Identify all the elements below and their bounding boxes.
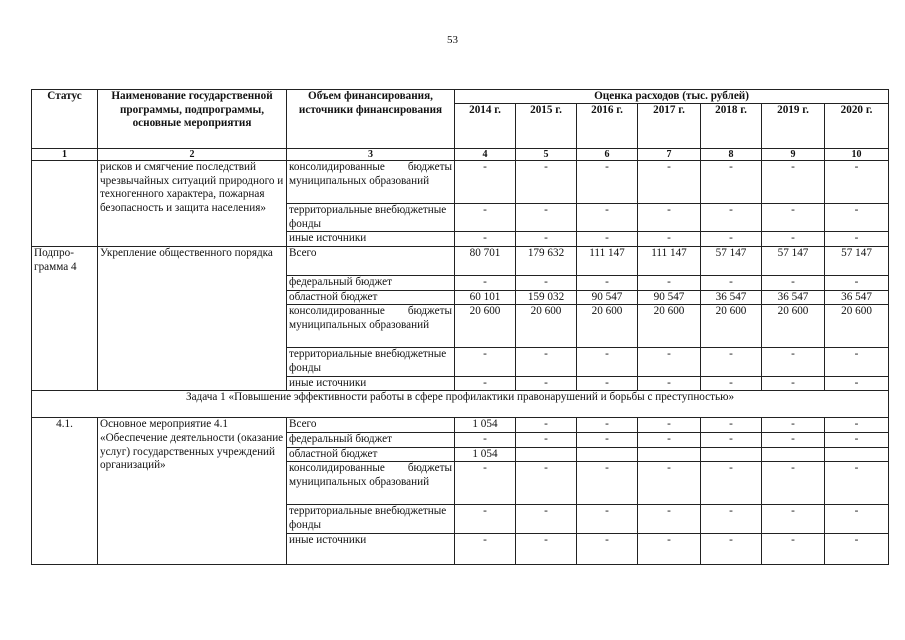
value-cell: - [825, 533, 889, 564]
page-number: 53 [447, 34, 458, 46]
value-cell: - [701, 418, 762, 433]
header-year: 2018 г. [701, 104, 762, 149]
value-cell: - [762, 275, 825, 290]
header-volume: Объем финансирования, источники финансирования [287, 90, 455, 149]
value-cell: 36 547 [701, 290, 762, 305]
value-cell: - [577, 418, 638, 433]
value-cell: - [701, 232, 762, 247]
source-cell: иные источники [287, 232, 455, 247]
value-cell: 20 600 [825, 305, 889, 348]
value-cell: 20 600 [638, 305, 701, 348]
source-cell: областной бюджет [287, 447, 455, 462]
source-cell: территориальные внебюджетные фонды [287, 505, 455, 533]
value-cell: - [638, 275, 701, 290]
value-cell: 1 054 [455, 447, 516, 462]
value-cell: - [455, 275, 516, 290]
value-cell: - [701, 161, 762, 204]
value-cell: 1 054 [455, 418, 516, 433]
column-number: 7 [638, 149, 701, 161]
source-cell: территориальные внебюджетные фонды [287, 204, 455, 232]
value-cell: - [762, 533, 825, 564]
value-cell: - [516, 348, 577, 376]
value-cell: - [516, 462, 577, 505]
value-cell: - [825, 161, 889, 204]
header-year: 2016 г. [577, 104, 638, 149]
value-cell: - [638, 232, 701, 247]
status-cell [32, 161, 98, 247]
value-cell: - [455, 232, 516, 247]
header-year: 2015 г. [516, 104, 577, 149]
value-cell: 57 147 [701, 246, 762, 275]
value-cell: - [577, 275, 638, 290]
value-cell: - [516, 533, 577, 564]
value-cell: - [701, 533, 762, 564]
value-cell: - [701, 275, 762, 290]
value-cell: - [455, 204, 516, 232]
value-cell: - [825, 232, 889, 247]
value-cell: - [762, 432, 825, 447]
value-cell: - [762, 505, 825, 533]
column-number: 8 [701, 149, 762, 161]
value-cell: - [577, 462, 638, 505]
value-cell: - [455, 462, 516, 505]
value-cell: - [638, 505, 701, 533]
column-number: 5 [516, 149, 577, 161]
column-number: 1 [32, 149, 98, 161]
header-row-top [32, 90, 889, 104]
value-cell: 60 101 [455, 290, 516, 305]
column-number: 2 [98, 149, 287, 161]
value-cell: - [701, 204, 762, 232]
source-cell: федеральный бюджет [287, 432, 455, 447]
value-cell: 20 600 [577, 305, 638, 348]
value-cell: - [577, 161, 638, 204]
value-cell: - [762, 418, 825, 433]
value-cell: - [638, 348, 701, 376]
value-cell [577, 447, 638, 462]
value-cell: - [577, 348, 638, 376]
source-cell: Всего [287, 246, 455, 275]
value-cell: - [638, 432, 701, 447]
source-cell: иные источники [287, 533, 455, 564]
header-year: 2020 г. [825, 104, 889, 149]
value-cell: - [762, 232, 825, 247]
source-cell: консолидированные бюджеты муниципальных образований [287, 161, 455, 204]
header-year: 2019 г. [762, 104, 825, 149]
value-cell: - [825, 204, 889, 232]
value-cell: - [762, 376, 825, 391]
value-cell: - [516, 232, 577, 247]
source-cell: консолидированные бюджеты муниципальных образований [287, 462, 455, 505]
value-cell: 90 547 [638, 290, 701, 305]
table-row [32, 246, 889, 275]
value-cell: 179 632 [516, 246, 577, 275]
value-cell: 111 147 [577, 246, 638, 275]
column-number: 4 [455, 149, 516, 161]
column-number: 9 [762, 149, 825, 161]
value-cell: - [516, 432, 577, 447]
value-cell: - [701, 462, 762, 505]
table-row [32, 418, 889, 433]
value-cell: - [455, 533, 516, 564]
value-cell: - [825, 275, 889, 290]
column-number: 6 [577, 149, 638, 161]
value-cell: - [762, 204, 825, 232]
header-year: 2014 г. [455, 104, 516, 149]
value-cell: - [516, 376, 577, 391]
value-cell: - [701, 432, 762, 447]
value-cell: - [825, 376, 889, 391]
value-cell: - [638, 533, 701, 564]
value-cell: - [825, 348, 889, 376]
value-cell: - [577, 533, 638, 564]
source-cell: территориальные внебюджетные фонды [287, 348, 455, 376]
value-cell: - [577, 376, 638, 391]
value-cell: - [762, 348, 825, 376]
status-cell: 4.1. [32, 418, 98, 564]
value-cell [638, 447, 701, 462]
value-cell: - [455, 376, 516, 391]
status-cell: Подпро-грамма 4 [32, 246, 98, 390]
source-cell: консолидированные бюджеты муниципальных образований [287, 305, 455, 348]
header-estimate: Оценка расходов (тыс. рублей) [455, 90, 889, 104]
value-cell: 111 147 [638, 246, 701, 275]
program-name-cell: Укрепление общественного порядка [98, 246, 287, 390]
value-cell: - [701, 505, 762, 533]
task-title: Задача 1 «Повышение эффективности работы в сфере профилактики правонарушений и борьбы с преступностью» [32, 391, 889, 418]
header-name: Наименование государственной программы, подпрограммы, основные мероприятия [98, 90, 287, 149]
task-row [32, 391, 889, 418]
column-number: 10 [825, 149, 889, 161]
value-cell: - [701, 348, 762, 376]
header-status: Статус [32, 90, 98, 149]
value-cell: - [577, 505, 638, 533]
value-cell: 36 547 [762, 290, 825, 305]
value-cell: - [455, 348, 516, 376]
value-cell [762, 447, 825, 462]
value-cell: - [825, 462, 889, 505]
value-cell: 20 600 [516, 305, 577, 348]
column-number: 3 [287, 149, 455, 161]
value-cell: 57 147 [825, 246, 889, 275]
value-cell: - [516, 204, 577, 232]
value-cell: 90 547 [577, 290, 638, 305]
source-cell: иные источники [287, 376, 455, 391]
source-cell: областной бюджет [287, 290, 455, 305]
program-name-cell: Основное мероприятие 4.1 «Обеспечение деятельности (оказание услуг) государственных учреждений организаций» [98, 418, 287, 564]
value-cell: 159 032 [516, 290, 577, 305]
value-cell: - [638, 204, 701, 232]
program-name-cell: рисков и смягчение последствий чрезвычайных ситуаций природного и техногенного характера, пожарная безопасность и защита населения» [98, 161, 287, 247]
value-cell: - [577, 204, 638, 232]
value-cell: - [825, 505, 889, 533]
value-cell: - [825, 418, 889, 433]
value-cell: - [638, 462, 701, 505]
value-cell [516, 447, 577, 462]
value-cell: 57 147 [762, 246, 825, 275]
value-cell: - [638, 161, 701, 204]
value-cell [701, 447, 762, 462]
value-cell: 20 600 [455, 305, 516, 348]
value-cell: 80 701 [455, 246, 516, 275]
source-cell: Всего [287, 418, 455, 433]
value-cell: - [455, 432, 516, 447]
table-row [32, 161, 889, 204]
source-cell: федеральный бюджет [287, 275, 455, 290]
value-cell: - [577, 232, 638, 247]
value-cell: - [638, 418, 701, 433]
value-cell: - [516, 505, 577, 533]
value-cell: 20 600 [762, 305, 825, 348]
value-cell: - [762, 161, 825, 204]
column-number-row [32, 149, 889, 161]
value-cell: - [516, 418, 577, 433]
value-cell: 36 547 [825, 290, 889, 305]
value-cell [825, 447, 889, 462]
value-cell: - [701, 376, 762, 391]
value-cell: - [455, 505, 516, 533]
value-cell: - [762, 462, 825, 505]
value-cell: - [577, 432, 638, 447]
value-cell: 20 600 [701, 305, 762, 348]
value-cell: - [516, 275, 577, 290]
value-cell: - [516, 161, 577, 204]
header-year: 2017 г. [638, 104, 701, 149]
value-cell: - [825, 432, 889, 447]
value-cell: - [455, 161, 516, 204]
value-cell: - [638, 376, 701, 391]
budget-table [31, 89, 889, 565]
